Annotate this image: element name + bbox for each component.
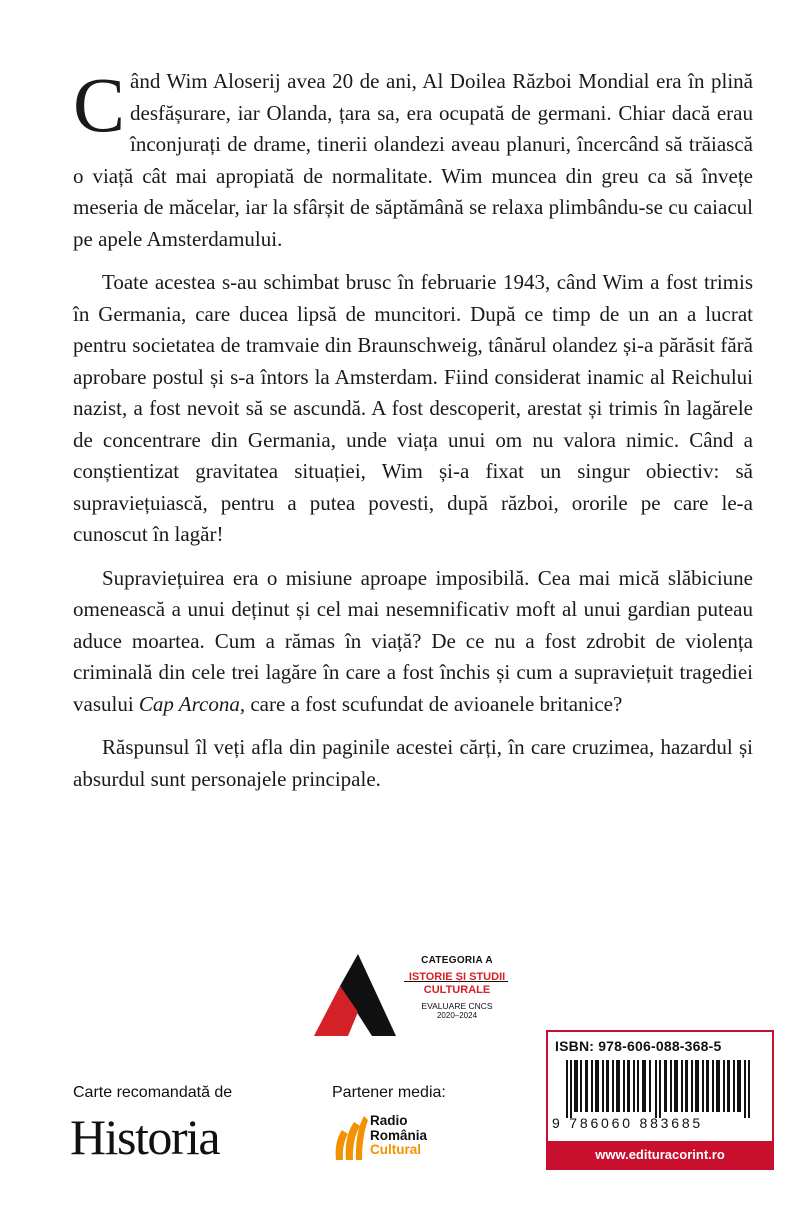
drop-cap: C	[73, 61, 126, 148]
paragraph-2: Toate acestea s-au schimbat brusc în februarie 1943, când Wim a fost trimis în Germania, care ducea lipsă de muncitori. După ce timp de un an a lucrat pentru societatea de tramvaie din Braunschweig, tânărul olandez și-a părăsit fără aprobare postul și s-a întors la Amsterdam. Fiind considerat inamic al Reichului nazist, a fost nevoit să se ascundă. A fost descoperit, arestat și trimis în lagărele de concentrare din Germania, unde viața unui om nu valora nimic. Când a conștientizat gravitatea situației, Wim și-a fixat un singur obiectiv: să supraviețuiască, pentru a putea povesti, după război, ororile pe care le-a cunoscut în lagăr!	[73, 270, 753, 546]
barcode-digits: 9 786060 883685	[552, 1115, 703, 1131]
badge-text	[402, 954, 512, 1021]
radio-romania-cultural-logo	[332, 1112, 462, 1168]
radio-line-1: Radio	[370, 1113, 408, 1128]
historia-logo: Historia	[70, 1109, 220, 1165]
cncs-logo-icon	[300, 950, 400, 1040]
barcode-icon	[560, 1060, 760, 1118]
badge-years: 2020–2024	[436, 1011, 478, 1020]
paragraph-3	[73, 563, 753, 721]
isbn-label: ISBN: 978-606-088-368-5	[555, 1038, 722, 1054]
publisher-url[interactable]: www.edituracorint.ro	[548, 1141, 772, 1168]
barcode-box	[546, 1030, 774, 1170]
paragraph-4: Răspunsul îl veți afla din paginile acestei cărți, în care cruzimea, hazardul și absurdul sunt personajele principale.	[73, 735, 753, 791]
radio-line-2: România	[370, 1127, 428, 1143]
paragraph-1	[73, 61, 753, 255]
recommended-label: Carte recomandată de	[73, 1084, 233, 1101]
back-cover-text	[73, 61, 753, 807]
paragraph-3-text-a: Supraviețuirea era o misiune aproape imposibilă. Cea mai mică slăbiciune omenească a unui deținut și cel mai nesemnificativ moft al unui gardian puteau aduce moartea. Cum a rămas în viață? De ce nu a fost zdrobit de violența criminală din cele trei lagăre în care a fost închis și cum a supraviețuit tragediei vasului	[73, 565, 753, 716]
badge-title-1: ISTORIE ȘI STUDII	[408, 971, 506, 983]
paragraph-3-text-b: , care a fost scufundat de avioanele britanice?	[239, 691, 623, 716]
radio-wave-icon	[332, 1112, 368, 1162]
badge-evaluation: EVALUARE CNCS	[421, 1001, 493, 1011]
badge-category: CATEGORIA A	[421, 955, 493, 966]
partner-label: Partener media:	[332, 1084, 446, 1101]
cncs-category-badge	[300, 950, 530, 1040]
radio-text	[370, 1114, 427, 1158]
ship-name: Cap Arcona	[138, 691, 240, 716]
paragraph-1-text: ând Wim Aloserij avea 20 de ani, Al Doilea Război Mondial era în plină desfășurare, iar Olanda, țara sa, era ocupată de germani. Chiar dacă erau înconjurați de drame, tinerii olandezi aveau planuri, încercând să trăiască o viață cât mai apropiată de normalitate. Wim muncea din greu ca să învețe meseria de măcelar, iar la sfârșit de săptămână se relaxa plimbându-se cu caiacul pe apele Amsterdamului.	[73, 69, 753, 251]
badge-title-2: CULTURALE	[423, 984, 491, 996]
radio-line-3: Cultural	[370, 1142, 422, 1157]
